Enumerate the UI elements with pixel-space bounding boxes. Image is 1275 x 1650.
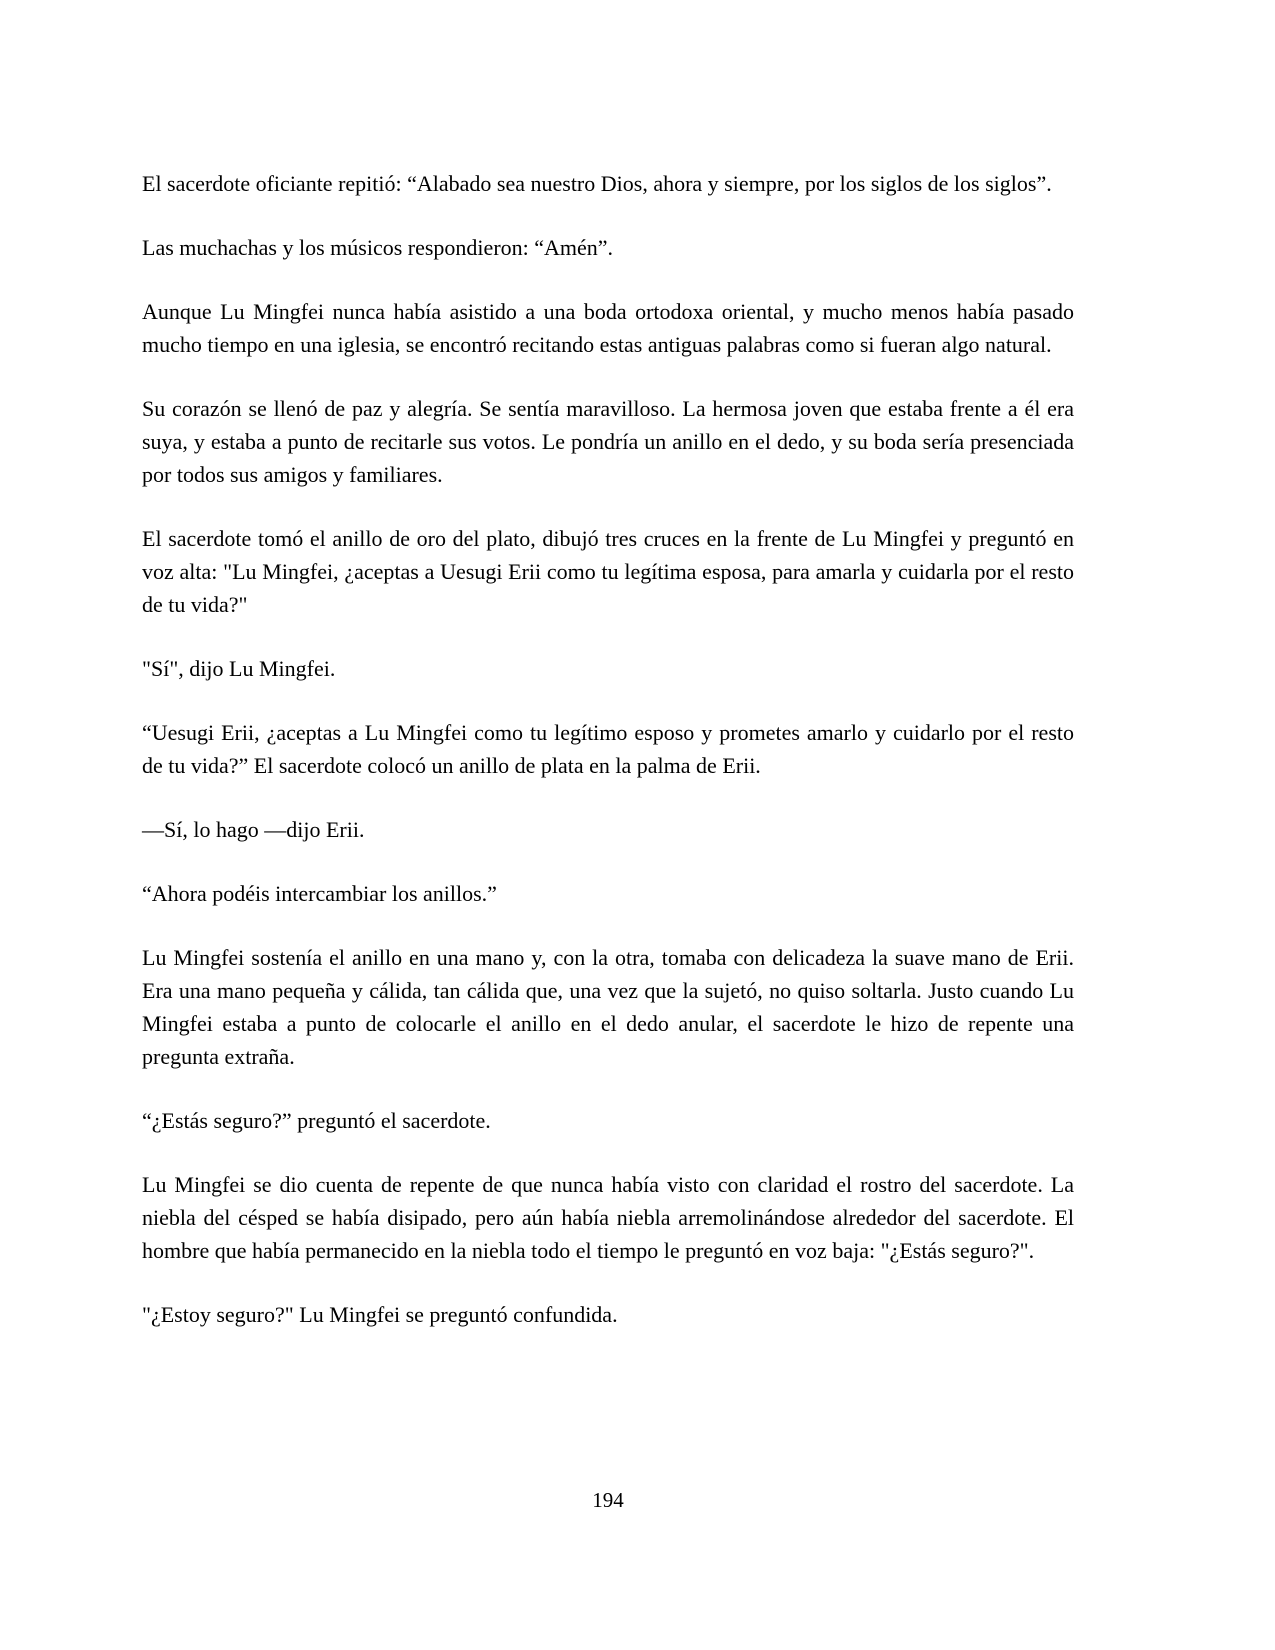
page-text-block [142, 167, 1074, 1362]
paragraph: “¿Estás seguro?” preguntó el sacerdote. [142, 1108, 491, 1133]
paragraph: —Sí, lo hago —dijo Erii. [142, 817, 365, 842]
paragraph: Su corazón se llenó de paz y alegría. Se sentía maravilloso. La hermosa joven que estaba frente a él era suya, y estaba a punto de recitarle sus votos. Le pondría un anillo en el dedo, y su boda sería presenciada por todos sus amigos y familiares. [142, 396, 1074, 487]
paragraph: Aunque Lu Mingfei nunca había asistido a una boda ortodoxa oriental, y mucho menos había pasado mucho tiempo en una iglesia, se encontró recitando estas antiguas palabras como si fueran algo natural. [142, 299, 1074, 357]
paragraph: Lu Mingfei sostenía el anillo en una mano y, con la otra, tomaba con delicadeza la suave mano de Erii. Era una mano pequeña y cálida, tan cálida que, una vez que la sujetó, no quiso soltarla. Justo cuando Lu Mingfei estaba a punto de colocarle el anillo en el dedo anular, el sacerdote le hizo de repente una pregunta extraña. [142, 945, 1074, 1069]
paragraph: “Uesugi Erii, ¿aceptas a Lu Mingfei como tu legítimo esposo y prometes amarlo y cuidarlo por el resto de tu vida?” El sacerdote colocó un anillo de plata en la palma de Erii. [142, 720, 1074, 778]
paragraph: El sacerdote oficiante repitió: “Alabado sea nuestro Dios, ahora y siempre, por los siglos de los siglos”. [142, 171, 1052, 196]
paragraph: “Ahora podéis intercambiar los anillos.” [142, 881, 497, 906]
paragraph: "Sí", dijo Lu Mingfei. [142, 656, 336, 681]
page-number: 194 [592, 1488, 624, 1512]
paragraph: El sacerdote tomó el anillo de oro del plato, dibujó tres cruces en la frente de Lu Mingfei y preguntó en voz alta: "Lu Mingfei, ¿aceptas a Uesugi Erii como tu legítima esposa, para amarla y cuidarla por el resto de tu vida?" [142, 526, 1074, 617]
paragraph: "¿Estoy seguro?" Lu Mingfei se preguntó confundida. [142, 1302, 618, 1327]
paragraph: Las muchachas y los músicos respondieron: “Amén”. [142, 235, 614, 260]
paragraph: Lu Mingfei se dio cuenta de repente de que nunca había visto con claridad el rostro del sacerdote. La niebla del césped se había disipado, pero aún había niebla arremolinándose alrededor del sacerdote. El hombre que había permanecido en la niebla todo el tiempo le preguntó en voz baja: "¿Estás seguro?". [142, 1172, 1074, 1263]
